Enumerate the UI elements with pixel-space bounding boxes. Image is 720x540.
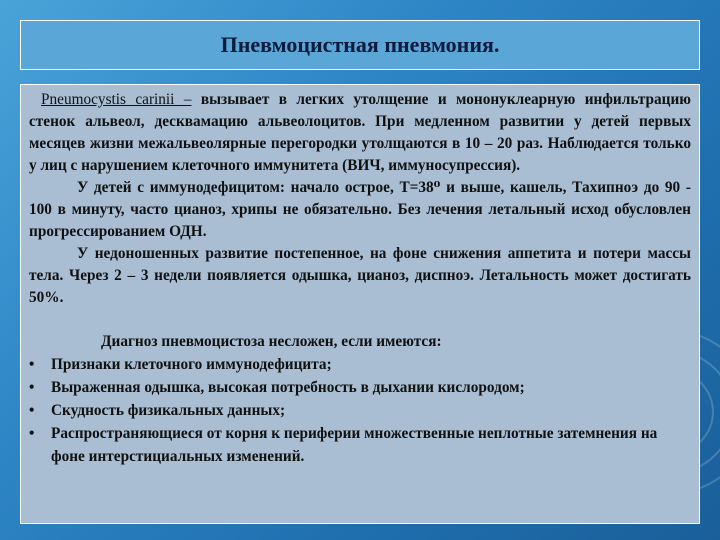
paragraph-premature: У недоношенных развитие постепенное, на фоне снижения аппетита и потери массы тела. Через 2 – 3 недели появляется одышка, цианоз, диспноэ. Летальность может достигать 50%.: [29, 245, 691, 306]
list-item-text: Скудность физикальных данных;: [51, 402, 286, 419]
spacer: [29, 309, 691, 331]
list-item: [29, 422, 691, 468]
content-box: [20, 84, 700, 524]
diagnosis-heading: Диагноз пневмоцистоза несложен, если имеются:: [101, 333, 442, 350]
pathogen-description: вызывает в легких утолщение и мононуклеарную инфильтрацию стенок альвеол, десквамацию альвеолоцитов. При медленном развитии у детей первых месяцев жизни межальвеолярные перегородки утолщаются в 10 – 20 раз. Наблюдается только у лиц с нарушением клеточного иммунитета (ВИЧ, иммуносупрессия).: [29, 91, 691, 174]
paragraph-immunodeficiency: У детей с иммунодефицитом: начало острое, Т=38⁰ и выше, кашель, Тахипноэ до 90 - 100 в минуту, часто цианоз, хрипы не обязательно. Без лечения летальный исход обусловлен прогрессированием ОДН.: [29, 179, 691, 240]
bullet-icon: •: [29, 425, 35, 442]
list-item: [29, 353, 691, 376]
list-item-text: Выраженная одышка, высокая потребность в дыхании кислородом;: [51, 379, 525, 396]
list-item: [29, 376, 691, 399]
diagnosis-list: [29, 353, 691, 468]
paragraph-pathogen: [29, 89, 691, 177]
bullet-icon: •: [29, 379, 35, 396]
list-item: [29, 399, 691, 422]
list-item-text: Признаки клеточного иммунодефицита;: [51, 356, 332, 373]
bullet-icon: •: [29, 356, 35, 373]
title-box: [20, 20, 700, 70]
list-item-text: Распространяющиеся от корня к периферии множественные неплотные затемнения на фоне интерстициальных изменений.: [51, 425, 658, 465]
bullet-icon: •: [29, 402, 35, 419]
pathogen-name: Pneumocystis carinii –: [41, 91, 192, 108]
slide-title: Пневмоцистная пневмония.: [220, 32, 500, 57]
